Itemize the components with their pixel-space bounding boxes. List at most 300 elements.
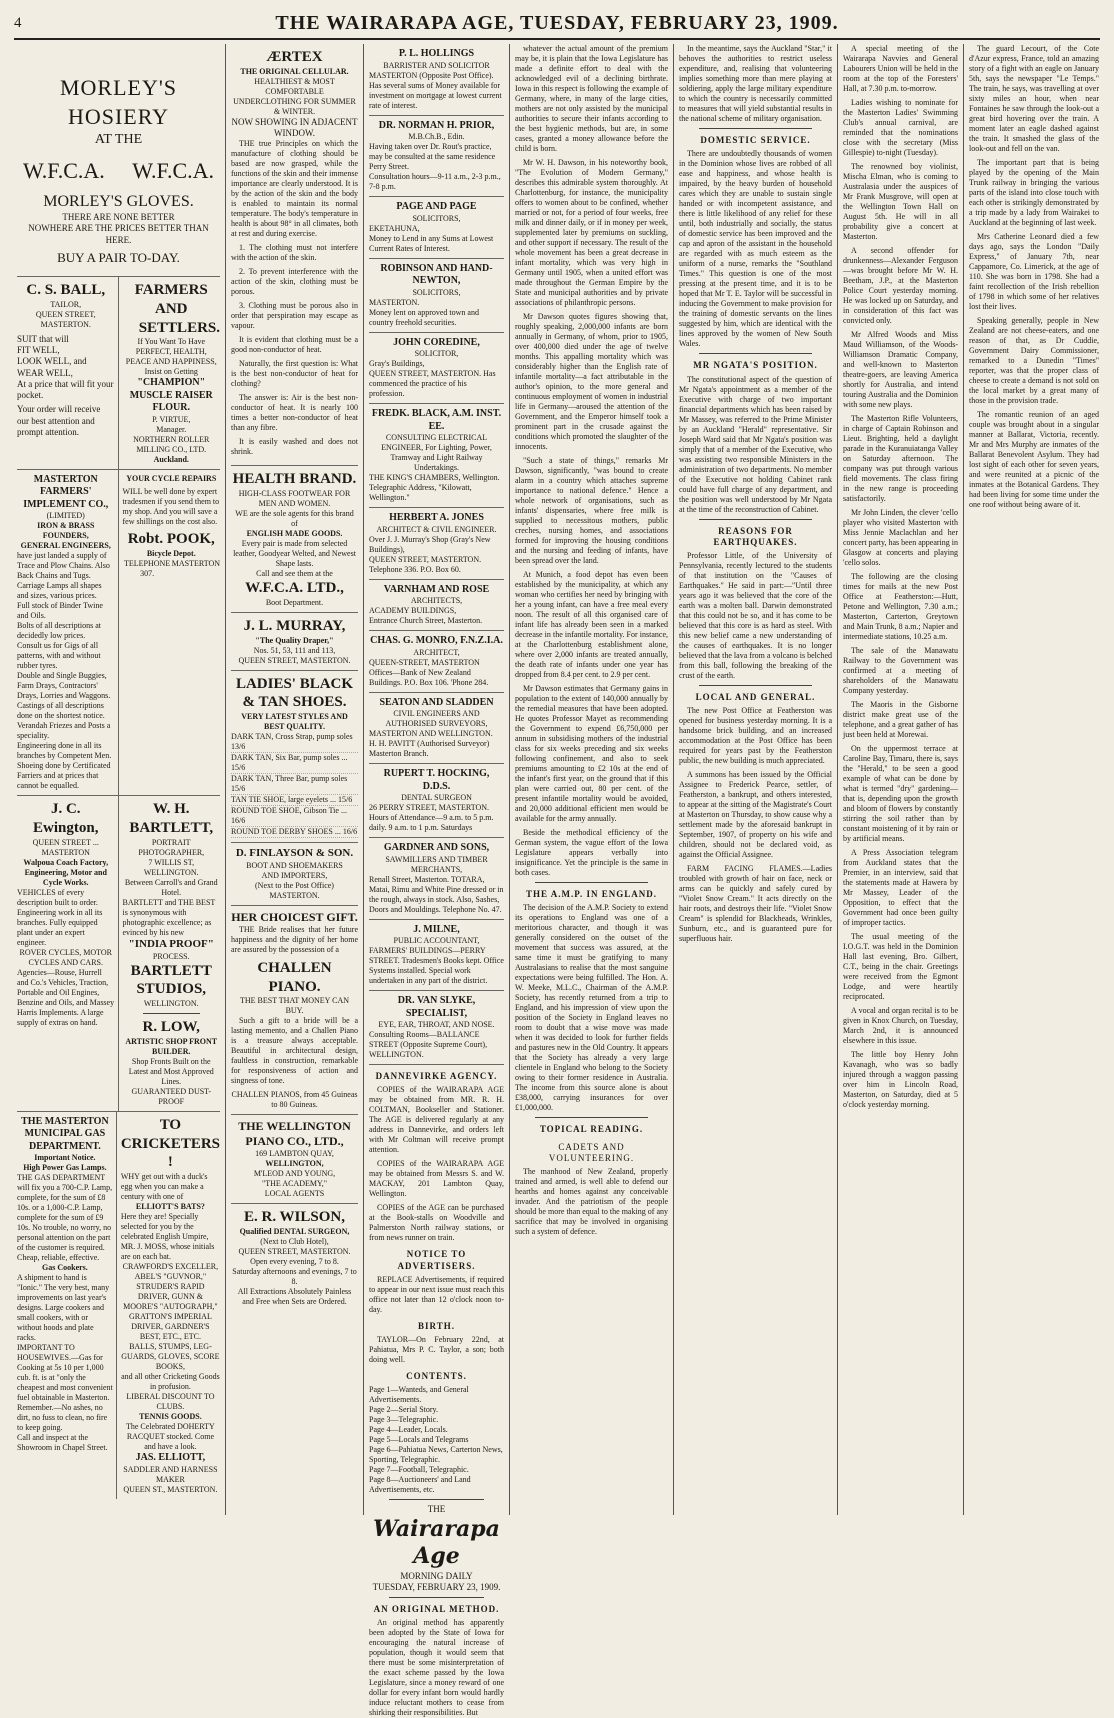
ad-text: Trace and Plow Chains. Also Back Chains and Tugs. xyxy=(17,561,110,581)
news-paragraph: Mrs Catherine Leonard died a few days ago, says the London "Daily Express," of January 7th, near Cappamore, Co. Limerick, at the age of 110. She was born in 1798. She had a faint recollection of the Irish rebellion of 1798 in which some of her relatives lost their lives. xyxy=(969,232,1099,311)
notice-text: COPIES of the WAIRARAPA AGE may be obtained from MR. R. H. COLTMAN, Bookseller and Stationer. The AGE is delivered regularly at any address in Dannevirke, and orders left with Mr Coltman will receive prompt attention. xyxy=(369,1085,504,1155)
ad-text: 169 LAMBTON QUAY, xyxy=(255,1149,334,1159)
card-text: Offices—Bank of New Zealand Buildings. P.O. Box 106. 'Phone 284. xyxy=(369,667,489,687)
news-paragraph: Mr John Linden, the clever 'cello player who visited Masterton with Miss Jennie Maclachlan and her concert party, has been appearing in Glasgow at concerts and playing 'cello solos. xyxy=(843,508,958,567)
ad-cycle xyxy=(123,470,221,796)
ad-text: Engineering done in all its branches by Competent Men. xyxy=(17,741,112,761)
notice-text: COPIES of the WAIRARAPA AGE may be obtained from Messrs S. and W. MACKAY, 201 Lambton Quay, Wellington. xyxy=(369,1159,504,1199)
card-name: DR. NORMAN H. PRIOR, xyxy=(378,119,495,131)
professional-card xyxy=(369,920,504,992)
ad-text: Agencies—Rouse, Hurrell and Co.'s Vehicles, Traction, Portable and Oil Engines, Benzine and Oils, and Massey Harris Implements. A large supply of extras on hand. xyxy=(17,967,115,1027)
card-text: ARCHITECT, xyxy=(413,647,460,657)
ad-text: Shoeing done by Certificated Farriers and at prices that cannot be equalled. xyxy=(17,761,111,791)
section-heading: DANNEVIRKE AGENCY. xyxy=(375,1071,498,1081)
ad-text: 2. To prevent interference with the action of the skin, clothing must be porous. xyxy=(231,267,358,297)
news-paragraph: The Maoris in the Gisborne district make great use of the telephone, and a great gather of has just been held at Morewai. xyxy=(843,700,958,739)
card-name: GARDNER AND SONS, xyxy=(383,842,490,853)
ad-text: VEHICLES of every description built to order. Engineering work in all its branches. Fully equipped plant under an expert engineer. xyxy=(17,887,103,947)
ad-text: BALLS, STUMPS, LEG-GUARDS, GLOVES, SCORE BOOKS, xyxy=(121,1342,220,1372)
card-text: SOLICITORS, xyxy=(412,213,461,223)
card-text: MASTERTON AND WELLINGTON. xyxy=(369,729,493,738)
ad-headline: YOUR CYCLE REPAIRS xyxy=(126,473,217,483)
article-body xyxy=(515,44,668,878)
ad-text: Call and see them at the xyxy=(256,569,333,578)
card-text: Over J. J. Murray's Shop (Gray's New Buildings), xyxy=(369,534,491,554)
ad-text: The answer is: Air is the best non-conductor of heat. It is nearly 100 times a better non-conductor of heat than any fibre. xyxy=(231,393,358,433)
column-7 xyxy=(964,44,1104,1515)
masthead-title: Wairarapa Age xyxy=(373,1515,500,1569)
professional-card xyxy=(369,991,504,1065)
ad-text: SADDLER AND HARNESS MAKER xyxy=(123,1464,218,1484)
contents-list xyxy=(369,1385,504,1495)
professional-card xyxy=(369,116,504,198)
professional-card xyxy=(369,631,504,693)
ad-text: WILL be well done by expert tradesmen if you send them to my shop. And you will save a few shillings on the cost also. xyxy=(122,486,220,526)
ad-text: 7 WILLIS ST, WELLINGTON. xyxy=(143,857,199,877)
card-text: CIVIL ENGINEERS AND AUTHORISED SURVEYORS, xyxy=(385,709,488,728)
ad-text: TELEPHONE 307. xyxy=(124,558,171,578)
ad-text: QUEEN STREET, MASTERTON. xyxy=(238,655,351,665)
ad-text: and all other Cricketing Goods in profusion. xyxy=(121,1372,220,1392)
ad-text: Manager. xyxy=(156,424,187,434)
news-paragraph: Speaking generally, people in New Zealand are not cheese-eaters, and one reason of that, as Dr Cuddie, Government Dairy Commissioner, remarked to a Dunedin "Times" reporter, was that the proper class of cheese to create a demand is not sold on the local market by a great many of those in the provision trade. xyxy=(969,316,1099,405)
ad-text: ELLIOTT'S BATS? xyxy=(135,1202,205,1212)
ad-text: AND IMPORTERS, xyxy=(261,870,328,880)
ad-text: Naturally, the first question is: What is the best non-conductor of heat for clothing? xyxy=(231,359,358,389)
ad-ball xyxy=(17,277,119,469)
card-text: BARRISTER AND SOLICITOR xyxy=(383,60,490,70)
card-text: Renall Street, Masterton. TOTARA, Matai, Rimu and White Pine dressed or in the rough, always in stock. Also, Sashes, Doors and Mouldings. Telephone No. 47. xyxy=(369,874,504,914)
ad-text: CHALLEN PIANOS, from 45 Guineas to 80 Guineas. xyxy=(231,1090,358,1110)
ad-text: THE Bride realises that her future happiness and the dignity of her home are assured by the possession of a xyxy=(231,924,358,954)
ad-text: Here they are! Specially selected for you by the celebrated English Umpire, MR. J. MOSS, whose initials are on each bat. xyxy=(120,1212,215,1262)
card-name: RUPERT T. HOCKING, D.D.S. xyxy=(383,768,490,792)
ad-headline: LADIES' BLACK & TAN SHOES. xyxy=(235,675,354,711)
article-text: An original method has apparently been adopted by the State of Iowa for encouraging the natural increase of population, though it would seem that there must be some misinterpretation of the exact scheme passed by the Iowa Legislature, since a money reward of one dollar for every infant born would hardly induce reluctant mothers to cease from shirking their responsibilities. But xyxy=(369,1618,504,1718)
card-text: MASTERTON. xyxy=(369,297,420,307)
ad-farmers xyxy=(123,277,221,469)
ad-text: BARTLETT and THE BEST is synonymous with photographic excellence; as evinced by his new xyxy=(122,897,216,937)
ad-text: ARTISTIC SHOP FRONT BUILDER. xyxy=(125,1036,218,1056)
general-news xyxy=(969,44,1099,510)
card-text: Hours of Attendance—9 a.m. to 5 p.m. daily. 9 a.m. to 1 p.m. Saturdays xyxy=(369,813,494,832)
news-paragraph: Mr Alfred Woods and Miss Maud Williamson, of the Woods-Williamson Dramatic Company, and well-known to Masterton theatre-goers, are leaving America shortly for Australia, and intend touring Australia and the Dominion with some new plays. xyxy=(843,330,958,409)
ad-text: The Celebrated DOHERTY RACQUET stocked. Come and have a look. xyxy=(125,1422,215,1452)
ad-headline: THE WELLINGTON PIANO CO., LTD., xyxy=(238,1119,351,1149)
news-paragraph: A vocal and organ recital is to be given in Knox Church, on Tuesday, March 2nd, it is announced elsewhere in this issue. xyxy=(843,1006,958,1045)
ad-text: NORTHERN ROLLER MILLING CO., LTD. xyxy=(133,434,210,454)
professional-card xyxy=(369,404,504,508)
card-name: PAGE AND PAGE xyxy=(396,201,477,212)
ad-headline: BARTLETT xyxy=(130,962,212,979)
ad-text: Double and Single Buggies, Farm Drays, Contractors' Drays, Lorries and Waggons. xyxy=(17,671,111,701)
article-text: The manhood of New Zealand, properly trained and armed, is well able to defend our hearths and homes against any conceivable invader. And the patriotism of the people should be more than equal to the making of any sacrifice that may be involved in organising such a system of defence. xyxy=(515,1167,668,1236)
news-paragraph: A special meeting of the Wairarapa Navvies and General Labourers Union will be held in the room at the top of the Foresters' Hall, at 7.30 p.m. to-morrow. xyxy=(843,44,958,93)
article-text: A summons has been issued by the Official Assignee to Frederick Pearce, settler, of Featherston, a bankrupt, and others interested, to appear at the sitting of the Magistrate's Court at Masterton on Thursday, to show cause why a settlement made by the aforesaid bankrupt in September, 1907, of property on his wife and children, should not be declared void, as against the Official Assignee. xyxy=(679,770,832,860)
ad-text: THE true Principles on which the manufacture of clothing should be based are now grasped, while the functions of the skin and their immense importance are clearly understood. It is by the action of the skin and the body is enabled to maintain its normal temperature. The body's temperature in health is about 98° in all climates, both at rest and during exercise. xyxy=(231,139,358,239)
list-item: DARK TAN, Three Bar, pump soles 15/6 xyxy=(231,774,358,795)
card-text: Gray's Buildings, xyxy=(369,359,425,368)
article-text: In the meantime, says the Auckland "Star," it behoves the authorities to restrict useless expenditure, and, realising that volunteering implies something more than mere playing at soldiering, apply the large military expenditure to which the country is necessarily committed to measures that will yield substantial results in the national scheme of military organisation. xyxy=(679,44,832,123)
ad-murray xyxy=(231,613,358,671)
ad-text: (LIMITED) xyxy=(46,511,85,521)
news-paragraph: The important part that is being played by the opening of the Main Trunk railway in bringing the various parts of the island into close touch with each other is strikingly demonstrated by a trip made by a lady from Wairakei to Auckland at the beginning of last week. xyxy=(969,158,1099,227)
ad-headline: JAS. ELLIOTT, xyxy=(135,1452,206,1464)
ad-text: THERE ARE NONE BETTER xyxy=(62,212,175,223)
news-paragraph: The usual meeting of the I.O.G.T. was held in the Dominion Hall last evening, Bro. Gilbert, C.T., being in the chair. Greetings were received from the Egmont Lodge, and were heartily reciprocated. xyxy=(843,932,958,1001)
column-2 xyxy=(226,44,364,1515)
ad-text: QUEEN STREET, MASTERTON. xyxy=(35,309,96,329)
list-item: DARK TAN, Cross Strap, pump soles 13/6 xyxy=(231,732,358,753)
card-name: J. MILNE, xyxy=(413,923,460,935)
card-text: Entrance Church Street, Masterton. xyxy=(369,616,483,625)
list-item: Page 3—Telegraphic. xyxy=(369,1415,439,1425)
ad-headline: TO CRICKETERS ! xyxy=(120,1116,221,1171)
section-subheading: CADETS AND VOLUNTEERING. xyxy=(548,1141,635,1163)
news-paragraph: Mr W. H. Dawson, in his noteworthy book, "The Evolution of Modern Germany," describes this admirable system thoroughly. At Charlottenburg, for instance, the municipality offers to women about to be confined, whether married or not, for a period of four weeks, free milk and dinner daily, or if in money per week, supplemented later by premiums on suckling, and other support if necessary. The result of the whole movement has been a great decrease in infant mortality, which was very high in Germany until 1905, when a united effort was made throughout the German Empire by the State and municipal authorities and by private associations of philanthropic persons. xyxy=(515,158,668,307)
ad-headline: J. C. Ewington, xyxy=(33,801,99,837)
news-paragraph: A Press Association telegram from Auckland states that the Premier, in an interview, said that the statements made at Hawera by Mr Massey, Leader of the Opposition, to effect that the Government had once been guilty of improper tactics. xyxy=(843,848,958,927)
ad-text: BOOT AND SHOEMAKERS xyxy=(246,860,343,870)
ad-wellington-piano xyxy=(231,1115,358,1204)
ad-text: Shop Fronts Built on the Latest and Most Approved Lines. xyxy=(128,1056,214,1086)
column-5 xyxy=(674,44,838,1515)
ad-text: Your order will receive our best attention and prompt attention. xyxy=(17,404,101,437)
ad-headline: MASTERTON FARMERS' IMPLEMENT CO., xyxy=(23,473,109,510)
ad-text: "THE ACADEMY," xyxy=(261,1179,328,1189)
page-title: THE WAIRARAPA AGE, TUESDAY, FEBRUARY 23, 1909. xyxy=(275,11,839,34)
ad-text: FIT WELL, xyxy=(17,345,60,356)
ad-text: ENGLISH MADE GOODS. xyxy=(246,529,343,538)
professional-card xyxy=(369,838,504,920)
local-news xyxy=(843,44,958,1110)
inner-masthead xyxy=(369,1504,504,1593)
ad-text: AT THE xyxy=(94,132,143,148)
ad-text: Bicycle Depot. xyxy=(146,548,196,558)
ad-text: Such a gift to a bride will be a lasting memento, and a Challen Piano is a treasure always acceptable. Beautiful in architectural design, faultless in construction, remarkable for responsiveness of action and singness of tone. xyxy=(231,1016,358,1086)
ad-text: TAILOR, xyxy=(50,299,82,309)
section-heading: LOCAL AND GENERAL. xyxy=(695,692,816,702)
article-text: The new Post Office at Featherston was opened for business yesterday morning. It is a handsome brick building, and an increased accommodation at the Post Office has been required for years past by the Featherston public, the new building is much appreciated. xyxy=(679,706,832,766)
ad-text: Carriage Lamps all shapes and sizes, various prices. xyxy=(17,581,102,601)
ad-text: W.F.C.A. xyxy=(132,157,214,183)
price-list xyxy=(231,732,358,838)
ad-text: W.F.C.A. xyxy=(23,157,105,183)
news-paragraph: The romantic reunion of an aged couple was brought about in a singular manner at Ballarat, Victoria, recently. Mr and Mrs Murphy are inmates of the Ballarat Benevolent Asylum. They had lost sight of each other for seven years, and were reunited at a picnic of the inmates at the Botanical Gardens. They had been living for some time under the one roof without being aware of it. xyxy=(969,410,1099,509)
ad-text: It is evident that clothing must be a good non-conductor of heat. xyxy=(231,335,358,355)
ad-ladies xyxy=(231,671,358,844)
masthead-text: THE xyxy=(427,1504,446,1515)
list-item: DARK TAN, Six Bar, pump soles ... 15/6 xyxy=(231,753,358,774)
news-paragraph: The guard Lecourt, of the Cote d'Azur express, France, told an amazing story of a fight with an eagle on January 5th, says the newspaper "Le Temps." The train, he says, was travelling at over sixty miles an hour, when near Fontaines he saw through the look-out a great bird hovering over the train. A moment later an eagle dashed against the train. It smashed the glass of the look-out and fell on the van. xyxy=(969,44,1099,153)
ad-headline: W.F.C.A. LTD., xyxy=(245,580,344,596)
ad-text: QUEEN STREET, MASTERTON. xyxy=(238,1247,351,1256)
ad-text: 3. Clothing must be porous also in order that perspiration may escape as vapour. xyxy=(231,301,358,331)
column-1 xyxy=(12,44,226,1515)
ad-text: Boot Department. xyxy=(265,597,324,607)
ad-headline: FARMERS AND xyxy=(134,282,208,317)
ad-text: VERY LATEST STYLES AND BEST QUALITY. xyxy=(241,712,348,731)
ad-text: LOOK WELL, and xyxy=(17,356,87,367)
list-item: Page 8—Auctioneers' and Land Advertisements, etc. xyxy=(369,1475,471,1495)
card-name: JOHN COREDINE, xyxy=(393,336,480,348)
masthead xyxy=(14,8,1100,40)
card-text: MASTERTON (Opposite Post Office). Has several sums of Money available for investment on mortgage at lowest current rate of interest. xyxy=(369,70,502,110)
ad-text: Castings of all descriptions done on the shortest notice. xyxy=(17,701,105,721)
ad-text: Remember.—No ashes, no dirt, no fuss to clean, no fire to keep going. xyxy=(17,1403,108,1433)
ad-text: Important Notice. xyxy=(34,1153,96,1163)
ad-headline: W. H. BARTLETT, xyxy=(129,801,214,837)
card-text: THE KING'S CHAMBERS, Wellington. xyxy=(369,473,500,482)
card-text: EKETAHUNA, xyxy=(369,223,420,233)
ad-text: (Next to Club Hotel), xyxy=(260,1237,329,1246)
section-heading: NOTICE TO ADVERTISERS. xyxy=(397,1249,476,1271)
ad-text: Verandah Friezes and Posts a speciality. xyxy=(17,721,111,741)
article-text: There are undoubtedly thousands of women in the Dominion whose lives are robbed of all ease and happiness, and whose health is impaired, by the heavy burden of household cares which they are unable to sustain single handed or with incompetent assistance, and there is little likelihood of any relief for these until, both industrially and socially, the status of domestic service has been improved and the cap and apron of the assistant in the household are regarded with as much esteem as the uniform of a nurse, remarks the "Southland Times." This question is one of the most pressing at the present time, and it is to be hoped that Mr T. E. Taylor will be successful in inducing the Government to make provision for the training of domestic servants on the lines suggested by him, which are identical with the lines approved by the women of New South Wales. xyxy=(679,149,832,349)
ad-text: LIBERAL DISCOUNT TO CLUBS. xyxy=(126,1392,215,1412)
ad-text: "CHAMPION" MUSCLE RAISER FLOUR. xyxy=(129,377,213,414)
ad-text: A shipment to hand is "Ionic." The very best, many improvements on last year's designs. Large cookers and small cookers, with or without hoods and plate racks. xyxy=(17,1273,110,1343)
card-text: QUEEN STREET, MASTERTON. Has commenced the practice of his profession. xyxy=(369,369,496,398)
card-text: CONSULTING ELECTRICAL ENGINEER, For Lighting, Power, Tramway and Light Railway Undertakings. xyxy=(381,433,492,472)
ad-wilson xyxy=(231,1204,358,1311)
ad-text: Auckland. xyxy=(153,454,189,464)
card-name: VARNHAM AND ROSE xyxy=(383,583,490,595)
ad-text: GUARANTEED DUST-PROOF xyxy=(131,1086,211,1106)
ad-headline: SETTLERS. xyxy=(138,319,220,336)
ad-text: CRAWFORD'S EXCELLER, ABEL'S "GUVNOR," STRUDER'S RAPID DRIVER, GUNN & MOORE'S "AUTOGRAPH," GRATTON'S IMPERIAL DRIVER, GARDNER'S BEST, ETC., ETC. xyxy=(122,1262,219,1342)
ad-text: PROCESS. xyxy=(152,951,190,961)
section-heading: TOPICAL READING. xyxy=(539,1124,644,1135)
ad-text: Bolts of all descriptions at decidedly low prices. xyxy=(17,621,101,641)
news-paragraph: The Masterton Rifle Volunteers, in charge of Captain Robinson and Lieut. Brighting, held a daylight parade in the Kuranuiatanga Valley on Saturday afternoon. The company was put through various field movements. The class firing in the new range is proceeding satisfactorily. xyxy=(843,414,958,503)
masthead-text: MORNING DAILY xyxy=(400,1570,473,1581)
ad-ewington xyxy=(17,796,119,1111)
ad-text: Saturday afternoons and evenings, 7 to 8. xyxy=(232,1267,357,1286)
list-item: Page 4—Leader, Locals. xyxy=(369,1425,448,1435)
ad-headline: ÆRTEX xyxy=(266,49,323,65)
ad-text: At a price that will fit your pocket. xyxy=(17,378,114,401)
news-paragraph: whatever the actual amount of the premium may be, it is plain that the Iowa Legislature has made a definite effort to deal with the acknowledged evil of a declining birthrate. Iowa in this respect is following the example of Germany, where, in many of the large cities, mothers are not only assisted by the municipal authorities to secure their infants according to the best hygienic methods, but are, in some cases, granted a money allowance before the child is born. xyxy=(515,44,668,153)
ad-text: Gas Cookers. xyxy=(42,1263,88,1273)
ad-text: THE BEST THAT MONEY CAN BUY. xyxy=(239,996,350,1016)
news-paragraph: Mr Dawson estimates that Germany gains in population to the extent of 140,000 annually by the remedial measures that have been adopted. He quotes Professor Mayet as recommending the Government to expend £6,750,000 per annum in subsidising mothers of the industrial class for six weeks preceding and six weeks following confinement, and also to seek premiums amounting to £2 10s at the end of the infant's first year, on the ground that if this plan were carried out, 80 per cent. of the present infantile mortality would be avoided, and 20,000 additional efficient men would be available for the army annually. xyxy=(515,684,668,823)
ad-gas xyxy=(17,1112,117,1499)
notice-text: TAYLOR—On February 22nd, at Pahiatua, Mrs P. C. Taylor, a son; both doing well. xyxy=(369,1335,504,1364)
ad-text: GENERAL ENGINEERS, xyxy=(20,541,111,551)
ad-text: It is easily washed and does not shrink. xyxy=(231,437,358,457)
ad-headline: MORLEY'S HOSIERY xyxy=(59,75,178,129)
column-3 xyxy=(364,44,510,1718)
ad-text: BUY A PAIR TO-DAY. xyxy=(57,249,180,265)
card-text: Telegraphic Address, "Kilowatt, Wellington." xyxy=(369,483,472,502)
ad-text: QUEEN ST., MASTERTON. xyxy=(123,1484,218,1494)
article-text: FARM FACING FLAMES.—Ladies troubled with growth of hair on face, neck or arms can be quickly and safely cured by "Violet Snow Cream." It acts directly on the hair roots, and destroys their life. "Violet Snow Cream" is splendid for Blackheads, Wrinkles, Sunburn, etc., and is guaranteed pure for superfluous hair. xyxy=(679,864,832,944)
news-paragraph: "Such a state of things," remarks Mr Dawson, significantly, "was bound to create alarm in a country which attaches supreme importance to national defence." Hence a whole network of organisations, such as infants' dispensaries, where free milk is supplied to necessitous mothers, public creches, nursing homes, and associations formed for improving the housing conditions and the nursing and feeding of infants, have been spread over the land. xyxy=(515,456,668,565)
list-item: ROUND TOE SHOE, Gibson Tie ... 16/6 xyxy=(231,806,358,827)
ad-finlayson xyxy=(231,843,358,906)
ad-bartlett xyxy=(123,796,221,1111)
ad-text: Walpoua Coach Factory, Engineering, Motor and Cycle Works. xyxy=(23,857,109,887)
ad-aertex xyxy=(231,44,358,466)
ad-headline: D. FINLAYSON & SON. xyxy=(235,847,354,859)
ad-text: P. VIRTUE, xyxy=(152,414,191,424)
professional-card xyxy=(369,508,504,580)
card-text: SOLICITORS, xyxy=(412,287,461,297)
ad-text: WELLINGTON. xyxy=(143,999,199,1009)
ad-text: IMPORTANT TO HOUSEWIVES.—Gas for Cooking at 5s 10 per 1,000 cub. ft. is at "only the cheapest and most convenient fuel obtainable in Masterton. xyxy=(17,1343,113,1403)
news-paragraph: Beside the methodical efficiency of the German system, the vague effort of the Iowa Legislature appears verbally into insignificance. Yet the principle is the same in both cases. xyxy=(515,828,668,877)
ad-text: Between Carroll's and Grand Hotel. xyxy=(124,877,218,897)
card-text: ARCHITECT & CIVIL ENGINEER. xyxy=(376,524,497,534)
ad-text: M'LEOD AND YOUNG, xyxy=(253,1169,336,1179)
news-paragraph: The renowned boy violinist, Mischa Elman, who is coming to Australasia under the auspices of Mr Frank Musgrove, will open at the Wellington Town Hall on August 5th. He will in all probability give a concert at Masterton. xyxy=(843,162,958,241)
news-paragraph: On the uppermost terrace at Caroline Bay, Timaru, there is, says the "Herald," to be seen a good example of what can be done by what is termed "dry" gardening—that is, depending upon the growth and bloom of flowers by constantly stirring the soil rather than by constant moistening of it by rain or by artificial means. xyxy=(843,744,958,843)
news-paragraph: At Munich, a food depot has even been established by the municipality, at which any woman who certifies her need by bringing with her a young infant, can have a free meal every noon. The result of all this organised care of infant life has already been seen in a marked decrease in the infantile mortality. For instance, at the Charlottenburg establishment alone, where over 2,000 infants are treated annually, the death rate of infants under one year has dropped from 8.4 per cent. to 2.9 per cent. xyxy=(515,570,668,679)
page-number: 4 xyxy=(14,14,22,31)
list-item: TAN TIE SHOE, large eyelets ... 15/6 xyxy=(231,795,358,806)
list-item: Page 7—Football, Telegraphic. xyxy=(369,1465,469,1475)
section-heading: THE A.M.P. IN ENGLAND. xyxy=(526,889,657,899)
ad-headline: J. L. MURRAY, xyxy=(243,617,346,634)
professional-card xyxy=(369,333,504,405)
card-text: SOLICITOR, xyxy=(414,349,459,358)
ad-text: NOW SHOWING IN ADJACENT WINDOW. xyxy=(231,116,358,138)
ad-text: High Power Gas Lamps. xyxy=(23,1163,107,1173)
card-text: Telephone 336. P.O. Box 60. xyxy=(369,564,461,574)
card-name: P. L. HOLLINGS xyxy=(398,48,475,59)
card-name: FREDK. BLACK, A.M. INST. EE. xyxy=(371,408,502,432)
card-text: FARMERS' BUILDINGS—PERRY STREET. Tradesmen's Books kept. Office Systems installed. Special work undertaken in any part of the district. xyxy=(369,946,504,985)
news-paragraph: The sale of the Manawatu Railway to the Government was confirmed at a meeting of shareholders of the Manawatu Company yesterday. xyxy=(843,646,958,695)
card-text: ARCHITECTS, xyxy=(410,596,463,605)
masthead-date: TUESDAY, FEBRUARY 23, 1909. xyxy=(372,1581,501,1592)
list-item: Page 2—Serial Story. xyxy=(369,1405,439,1415)
ad-headline: C. S. BALL, xyxy=(26,282,106,299)
section-heading: DOMESTIC SERVICE. xyxy=(700,135,811,145)
professional-card xyxy=(369,197,504,259)
news-paragraph: Ladies wishing to nominate for the Masterton Ladies' Swimming Club's annual carnival, are reminded that the nominations close with the secretary (Miss Gillespie) to-night (Tuesday). xyxy=(843,98,958,157)
card-text: PUBLIC ACCOUNTANT, xyxy=(393,936,480,945)
article-text: Professor Little, of the University of Pennsylvania, recently lectured to the students of that institution on the "Causes of Earthquakes." He said in part:—"Until three years ago it was believed that the core of the earth was a molten ball. Darwin demonstrated that this could not be so, and it has come to be believed that this core is as hard as steel. With this new belief came a new understanding of the causes of earthquakes. It is no longer believed that the lava from a volcano is belched from this ball, following the breaking of the crust of the earth. xyxy=(679,551,832,680)
ad-headline: MORLEY'S GLOVES. xyxy=(43,193,194,211)
ad-text: All Extractions Absolutely Painless and Free when Sets are Ordered. xyxy=(237,1287,352,1306)
news-paragraph: The following are the closing times for mails at the new Post Office at Featherston:—Hutt, Petone and Wellington, 7.30 a.m.; Masterton, Carterton, Greytown and Main Trunk, 8 a.m.; Napier and intermediate stations, 10.25 a.m. xyxy=(843,572,958,641)
ad-text: WEAR WELL, xyxy=(17,367,73,378)
card-text: EYE, EAR, THROAT, AND NOSE. xyxy=(378,1020,495,1029)
card-text: QUEEN-STREET, MASTERTON xyxy=(369,657,480,667)
card-text: QUEEN STREET, MASTERTON. xyxy=(369,554,482,564)
ad-health xyxy=(231,466,358,613)
list-item: ROUND TOE DERBY SHOES ... 16/6 xyxy=(231,827,358,836)
ad-text: PERFECT, HEALTH, PEACE AND HAPPINESS, xyxy=(125,347,217,367)
card-text: Having taken over Dr. Rout's practice, may be consulted at the same residence Perry Street. xyxy=(369,142,496,171)
ad-headline: THE MASTERTON MUNICIPAL GAS DEPARTMENT. xyxy=(21,1115,109,1152)
ad-text: "INDIA PROOF" xyxy=(128,937,214,950)
ad-text: Every pair is made from selected leather, Goodyear Welted, and Newest Shape lasts. xyxy=(233,539,356,568)
news-paragraph: Mr Dawson quotes figures showing that, roughly speaking, 2,000,000 infants are born annually in Germany, of whom, prior to 1905, over 400,000 died under the age of twelve months. This appalling mortality which was considerably higher than the English rate of infantile mortality—a fact attributable in the author's opinion, to the more general and continuous employment of women in industrial life in Germany—aroused the attention of the Government, and the Emperor himself took a prominent part in the crusade against the conditions which promoted the slaughter of the innocents. xyxy=(515,312,668,451)
ad-text: Consult us for Gigs of all patterns, with and without rubber tyres. xyxy=(17,641,101,671)
ad-text: Nos. 51, 53, 111 and 113, xyxy=(253,645,336,655)
ad-text: Insist on Getting xyxy=(144,367,198,377)
card-text: Money to Lend in any Sums at Lowest Current Rates of Interest. xyxy=(369,233,494,253)
ad-text: WE are the sole agents for this brand of xyxy=(235,509,354,528)
ad-headline: HEALTH BRAND. xyxy=(232,471,357,488)
ad-text: HEALTHIEST & MOST COMFORTABLE UNDERCLOTHING FOR SUMMER & WINTER. xyxy=(233,76,356,116)
ad-text: MASTERTON xyxy=(171,558,220,568)
ad-text: Full stock of Binder Twine and Oils. xyxy=(17,601,103,621)
section-heading: CONTENTS. xyxy=(406,1371,467,1381)
card-text: DENTAL SURGEON xyxy=(401,793,472,802)
card-text: ACADEMY BUILDINGS, xyxy=(369,606,457,615)
ad-text: "The Quality Draper," xyxy=(255,635,334,645)
ad-text: NOWHERE ARE THE PRICES BETTER THAN HERE. xyxy=(28,223,209,245)
list-item: Page 6—Pahiatua News, Carterton News, Sporting, Telegraphic. xyxy=(369,1445,503,1465)
column-4 xyxy=(510,44,674,1515)
ad-text: Open every evening, 7 to 8. xyxy=(250,1257,339,1266)
news-paragraph: A second offender for drunkenness—Alexander Ferguson—was brought before Mr W. H. Beetham, J.P., at the Masterton Police Court yesterday morning. He was locked up on Saturday, and in consideration of this fact was convicted only. xyxy=(843,246,958,325)
professional-card xyxy=(369,44,504,116)
card-text: M.B.Ch.B., Edin. xyxy=(408,132,465,141)
ad-text: WHY get out with a duck's egg when you can make a century with one of xyxy=(120,1172,208,1202)
list-item: Page 5—Locals and Telegrams xyxy=(369,1435,469,1445)
ad-text: Call and inspect at the Showroom in Chapel Street. xyxy=(17,1433,108,1453)
ad-text: HIGH-CLASS FOOTWEAR FOR MEN AND WOMEN. xyxy=(238,489,351,508)
section-heading: BIRTH. xyxy=(418,1320,455,1331)
ad-text: ROVER CYCLES, MOTOR CYCLES AND CARS. xyxy=(19,947,113,967)
column-6 xyxy=(838,44,964,1515)
ad-text: If You Want To Have xyxy=(137,337,206,347)
ad-text: WELLINGTON, xyxy=(265,1159,324,1169)
card-text: Consulting Rooms—BALLANCE STREET (Opposite Supreme Court), WELLINGTON. xyxy=(369,1030,488,1059)
ad-text: have just landed a supply of xyxy=(17,551,107,561)
ad-text: THE GAS DEPARTMENT will fix you a 700-C.P. Lamp, complete, for the sum of £8 10s. or a 1,000-C.P. Lamp, complete for the sum of £9 10s. No trouble, no worry, no personal attention on the part of the customer is required. Cheap, reliable, effective. xyxy=(17,1173,113,1263)
card-text: SAWMILLERS AND TIMBER MERCHANTS, xyxy=(385,854,488,874)
ad-text: 1. The clothing must not interfere with the action of the skin. xyxy=(231,243,358,263)
list-item: Page 1—Wanteds, and General Advertisements. xyxy=(369,1385,469,1405)
ad-text: SUIT that will xyxy=(17,333,69,344)
section-heading: REASONS FOR EARTHQUAKES. xyxy=(713,525,798,547)
card-name: SEATON AND SLADDEN xyxy=(379,696,494,708)
ad-text: Qualified DENTAL SURGEON, xyxy=(239,1227,350,1236)
columns xyxy=(12,44,1104,1718)
ad-text: PORTRAIT PHOTOGRAPHER, xyxy=(138,837,205,857)
ad-implement xyxy=(17,470,119,796)
card-text: Money lent on approved town and country freehold securities. xyxy=(369,307,479,327)
news-paragraph: The little boy Henry John Kavanagh, who was so badly injured through a waggon passing over him in Lincoln Road, Masterton, on Saturday, died at 5 o'clock yesterday morning. xyxy=(843,1050,958,1109)
professional-card xyxy=(369,764,504,838)
card-name: ROBINSON AND HAND-NEWTON, xyxy=(380,262,493,286)
ad-headline: STUDIOS, xyxy=(136,981,207,998)
section-heading: AN ORIGINAL METHOD. xyxy=(373,1604,500,1614)
card-name: CHAS. G. MONRO, F.N.Z.I.A. xyxy=(370,635,503,646)
ad-headline: HER CHOICEST GIFT. xyxy=(231,909,358,924)
article-text: The decision of the A.M.P. Society to extend its operations to England was one of a meritorious character, and though it was generally considered on the outset of the movement that success was assured, at the same time it must be gratifying to many Australasians to realise that the most sanguine expectations were being fulfilled. The Hon. A. W. Meeke, M.L.C., Chairman of the A.M.P. Society, has recently returned from a trip to England, and his impression of view upon the position of the Society in England leaves no room to doubt that a wise move was made when it was decided to look for further fields and pastures new in the Old Country. It appears that the Society has already a very large clientele in England who belong to the Society owing to their former residence in Australia. The income from this source alone is about £38,000, carrying insurances for over £1,000,000. xyxy=(515,903,668,1113)
ad-cricketers xyxy=(121,1112,220,1499)
card-text: Consultation hours—9-11 a.m., 2-3 p.m., 7-8 p.m. xyxy=(369,172,501,191)
notice-text: COPIES of the AGE can be purchased at the Book-stalls on Woodville and Palmerston North railway stations, or from news runner on train. xyxy=(369,1203,504,1243)
card-text: 26 PERRY STREET, MASTERTON. xyxy=(369,803,490,812)
professional-card xyxy=(369,693,504,765)
professional-cards xyxy=(369,44,504,1065)
ad-text: THE ORIGINAL CELLULAR. xyxy=(240,66,349,76)
ad-morley xyxy=(17,44,220,277)
ad-text: QUEEN STREET ... MASTERTON xyxy=(32,837,99,857)
ad-choicest xyxy=(231,906,358,1116)
ad-headline: Robt. POOK, xyxy=(127,530,215,547)
notice-text: REPLACE Advertisements, if required to appear in our next issue must reach this office not later than 12 o'clock noon to-day. xyxy=(369,1274,504,1314)
ad-text: IRON & BRASS FOUNDERS, xyxy=(37,521,95,541)
